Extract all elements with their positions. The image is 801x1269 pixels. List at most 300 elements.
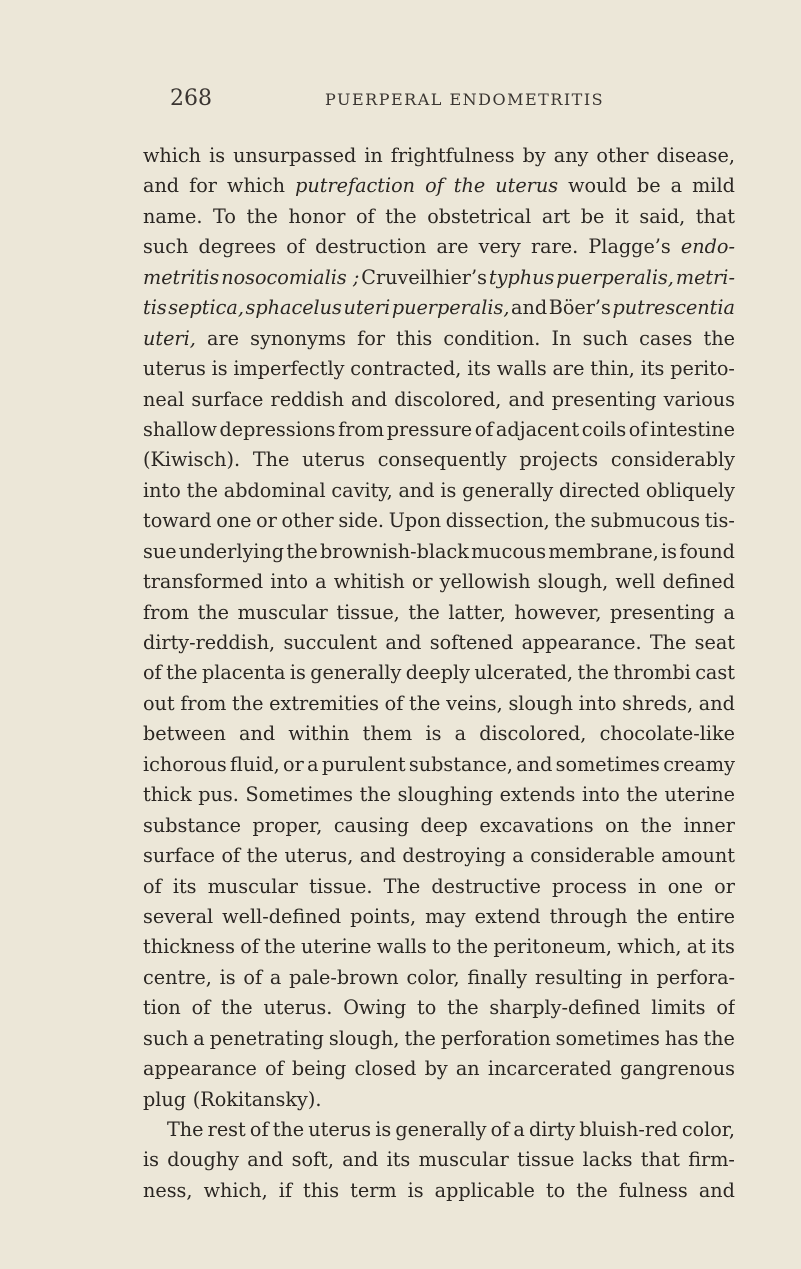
text-line — [143, 963, 735, 993]
word: into — [582, 783, 620, 807]
word: uterus, — [284, 844, 354, 868]
word: considerably — [610, 448, 735, 472]
word: tion — [143, 996, 181, 1020]
word: or — [256, 509, 277, 533]
word: a — [307, 752, 319, 776]
word: its — [172, 874, 197, 898]
word: deep — [420, 813, 468, 837]
word: of — [240, 935, 259, 959]
word: or — [411, 570, 433, 594]
word: muscular — [237, 600, 328, 624]
text-line — [143, 598, 735, 628]
word: fulness — [618, 1178, 688, 1202]
word: very — [478, 235, 521, 259]
word: The — [383, 874, 421, 898]
word: resulting — [534, 965, 623, 989]
word: finally — [467, 965, 528, 989]
word: is — [375, 1118, 392, 1141]
word: slough — [508, 691, 573, 715]
word: slough, — [328, 1026, 400, 1050]
word: and — [385, 631, 422, 654]
word: purulent — [321, 752, 406, 776]
italic-word: uteri — [343, 296, 391, 320]
italic-word: puerperalis, — [556, 265, 674, 289]
text-line — [143, 141, 735, 171]
word: dirty — [528, 1118, 576, 1141]
word: gangrenous — [619, 1057, 735, 1081]
word: and — [359, 844, 396, 868]
word: inner — [683, 813, 735, 837]
text-line — [143, 1176, 735, 1206]
word: into — [578, 691, 617, 715]
word: considerable — [530, 844, 655, 868]
word: ness, — [143, 1178, 193, 1202]
word: and — [511, 296, 548, 320]
word: honor — [288, 204, 346, 228]
word: Sometimes — [245, 783, 353, 807]
word: destructive — [431, 874, 541, 898]
word: or — [714, 874, 735, 898]
word: well — [615, 570, 656, 594]
word: found — [679, 539, 735, 563]
word: them — [362, 722, 413, 746]
word: other — [596, 144, 649, 167]
word: bluish-red — [579, 1118, 678, 1141]
word: of — [384, 691, 404, 715]
word: is — [219, 965, 236, 989]
word: frightfulness — [390, 144, 515, 167]
word: transformed — [143, 570, 264, 594]
word: of — [143, 661, 162, 685]
word: the — [408, 600, 440, 624]
word: presenting — [551, 387, 657, 411]
word: the — [554, 509, 586, 533]
word: cast — [695, 661, 735, 685]
word: discolored, — [394, 387, 502, 411]
word: being — [291, 1057, 347, 1081]
word: lacks — [582, 1148, 633, 1172]
word: surface — [143, 844, 216, 868]
word: In — [551, 326, 572, 350]
word: such — [143, 1026, 189, 1050]
word: imperfectly — [233, 357, 345, 381]
word: several — [143, 904, 214, 928]
word: the — [576, 1178, 608, 1202]
word: art — [541, 204, 571, 228]
word: membrane, — [548, 539, 659, 563]
word: and — [143, 174, 180, 198]
word: brownish-black — [319, 539, 469, 563]
word: To — [213, 204, 236, 228]
word: intestine — [650, 417, 735, 441]
word: mild — [692, 174, 735, 198]
text-line — [143, 263, 735, 293]
word: degrees — [198, 235, 277, 259]
text-line — [143, 445, 735, 475]
word: sometimes — [555, 752, 660, 776]
word: extremities — [269, 691, 379, 715]
text-line — [143, 1145, 735, 1175]
italic-word: putrefaction — [295, 174, 416, 198]
word: and — [342, 1148, 379, 1172]
text-line — [143, 841, 735, 871]
word: may — [425, 904, 466, 928]
word: excavations — [479, 813, 594, 837]
word: the — [640, 813, 673, 837]
word: destruction — [315, 235, 427, 259]
word: the — [447, 996, 479, 1020]
word: and — [247, 1148, 284, 1172]
word: perito- — [670, 357, 735, 381]
word: has — [664, 1026, 699, 1050]
word: if — [278, 1178, 292, 1202]
word: from — [338, 417, 385, 441]
word: well-defined — [222, 904, 342, 928]
page-number: 268 — [170, 86, 212, 111]
word: in — [630, 965, 649, 989]
text-line — [143, 232, 735, 262]
word: destroying — [402, 844, 506, 868]
word: substance, — [408, 752, 513, 776]
text-line — [143, 324, 735, 354]
word: appearance — [143, 1057, 257, 1081]
word: the — [577, 661, 609, 685]
text-line — [143, 567, 735, 597]
running-title: PUERPERAL ENDOMETRITIS — [325, 90, 605, 109]
word: by — [424, 1057, 448, 1081]
text-line — [143, 171, 735, 201]
word: the — [197, 600, 230, 624]
text-line — [143, 811, 735, 841]
word: amount — [661, 844, 735, 868]
word: is — [407, 1178, 424, 1202]
word: within — [288, 722, 350, 746]
word: neal — [143, 387, 185, 411]
word: cases — [639, 326, 693, 350]
word: such — [143, 235, 189, 259]
word: thick — [143, 783, 192, 807]
word: muscular — [207, 874, 298, 898]
word: is — [440, 478, 457, 502]
word: defined — [662, 570, 735, 594]
word: of — [474, 417, 494, 441]
italic-word: putrescentia — [612, 296, 735, 320]
word: the — [246, 844, 278, 868]
text-line — [143, 689, 735, 719]
text-line — [143, 202, 735, 232]
word: obstetrical — [427, 204, 532, 228]
word: to — [545, 1178, 566, 1202]
word: uterus — [143, 357, 206, 381]
word: Cruveilhier’s — [361, 265, 487, 289]
word: The — [252, 448, 290, 472]
word: the — [404, 1026, 436, 1050]
word: from — [180, 691, 227, 715]
word: consequently — [377, 448, 507, 472]
word: is — [211, 357, 228, 381]
text-line — [143, 719, 735, 749]
word: an — [455, 1057, 480, 1081]
word: plug — [143, 1087, 187, 1111]
word: it — [614, 204, 629, 228]
word: and — [398, 478, 435, 502]
text-line — [143, 1024, 735, 1054]
word: in — [638, 874, 657, 898]
word: applicable — [434, 1178, 535, 1202]
word: into — [270, 570, 309, 594]
italic-word: typhus — [488, 265, 555, 289]
word: reddish — [270, 387, 344, 411]
word: thin, — [590, 357, 635, 381]
word: chocolate-like — [599, 722, 735, 746]
italic-word: sphacelus — [245, 296, 342, 320]
word: (Kiwisch). — [143, 448, 241, 472]
word: to — [417, 996, 437, 1020]
text-line — [143, 872, 735, 902]
word: latter, — [448, 600, 506, 624]
word: this — [303, 1178, 340, 1202]
word: sometimes — [555, 1026, 660, 1050]
word: of — [356, 204, 375, 228]
text-line — [143, 1054, 735, 1084]
word: centre, — [143, 965, 212, 989]
word: creamy — [663, 752, 735, 776]
word: thrombi — [613, 661, 691, 685]
word: which — [143, 144, 202, 167]
word: walls — [376, 935, 427, 959]
word: peritoneum, — [493, 935, 612, 959]
italic-word: tis — [143, 296, 167, 320]
word: at — [686, 935, 706, 959]
word: directed — [559, 478, 641, 502]
word: of — [243, 965, 263, 989]
word: the — [456, 935, 489, 959]
word: rare. — [530, 235, 579, 259]
text-line — [143, 415, 735, 445]
word: its — [467, 357, 491, 381]
word: the — [264, 935, 296, 959]
word: side. — [338, 509, 385, 533]
word: cavity, — [331, 478, 393, 502]
text-line — [143, 1115, 735, 1145]
word: walls — [496, 357, 547, 381]
word: of — [716, 996, 735, 1020]
word: is — [143, 1148, 159, 1172]
word: generally — [462, 478, 554, 502]
italic-word: puerperalis, — [391, 296, 510, 320]
word: adjacent — [495, 417, 580, 441]
word: on — [605, 813, 630, 837]
word: Böer’s — [548, 296, 611, 320]
word: a — [193, 1026, 205, 1050]
word: soft, — [291, 1148, 334, 1172]
word: or — [283, 752, 304, 776]
word: for — [357, 326, 385, 350]
word: tis- — [704, 509, 735, 533]
word: out — [143, 691, 175, 715]
word: whitish — [333, 570, 405, 594]
word: by — [522, 144, 546, 167]
word: of — [221, 844, 241, 868]
word: Upon — [388, 509, 442, 533]
word: appearance. — [521, 631, 642, 654]
word: the — [408, 691, 441, 715]
text-line — [143, 628, 735, 658]
word: The — [167, 1118, 204, 1141]
word: projects — [519, 448, 599, 472]
word: however, — [514, 600, 602, 624]
word: depressions — [219, 417, 336, 441]
word: its — [386, 1148, 411, 1172]
word: is — [209, 144, 226, 167]
word: abdominal — [223, 478, 326, 502]
word: uterine — [301, 935, 372, 959]
word: The — [649, 631, 687, 654]
text-line — [143, 658, 735, 688]
word: unsurpassed — [233, 144, 357, 167]
word: the — [272, 1118, 305, 1141]
word: deeply — [405, 661, 470, 685]
word: the — [221, 996, 253, 1020]
italic-word: endo- — [680, 235, 735, 259]
italic-word: metritis — [143, 265, 220, 289]
text-line — [143, 932, 735, 962]
word: yellowish — [439, 570, 531, 594]
word: a — [512, 844, 524, 868]
word: slough, — [537, 570, 609, 594]
word: placenta — [201, 661, 286, 685]
word: generally — [310, 661, 402, 685]
word: the — [703, 1026, 735, 1050]
word: the — [703, 326, 735, 350]
word: obliquely — [645, 478, 735, 502]
word: uterus. — [263, 996, 333, 1020]
text-line — [143, 476, 735, 506]
word: softened — [429, 631, 514, 654]
word: limits — [651, 996, 706, 1020]
word: color, — [681, 1118, 735, 1141]
word: shallow — [143, 417, 217, 441]
word: rest — [207, 1118, 246, 1141]
word: is — [425, 722, 442, 746]
word: proper, — [252, 813, 323, 837]
text-line — [143, 780, 735, 810]
word: color, — [406, 965, 460, 989]
word: the — [246, 204, 278, 228]
word: through — [549, 904, 628, 928]
text-line — [143, 1085, 735, 1115]
text-line — [143, 902, 735, 932]
word: coils — [581, 417, 627, 441]
word: a — [723, 600, 735, 624]
word: and — [508, 387, 545, 411]
word: synonyms — [250, 326, 346, 350]
word: of — [490, 1118, 510, 1141]
word: sue — [143, 539, 177, 563]
word: dirty-reddish, — [143, 631, 276, 654]
word: (Rokitansky). — [192, 1087, 322, 1111]
word: process — [552, 874, 627, 898]
italic-word: the — [453, 174, 486, 198]
word: mucous — [471, 539, 547, 563]
text-line — [143, 506, 735, 536]
word: to — [432, 935, 452, 959]
word: are — [552, 357, 585, 381]
text-line — [143, 993, 735, 1023]
word: shreds, — [622, 691, 694, 715]
word: Plagge’s — [588, 235, 671, 259]
word: between — [143, 722, 226, 746]
word: which, — [203, 1178, 268, 1202]
word: a — [315, 570, 327, 594]
italic-word: of — [425, 174, 444, 198]
text-line — [143, 750, 735, 780]
word: entire — [676, 904, 735, 928]
word: of — [249, 1118, 269, 1141]
word: succulent — [283, 631, 378, 654]
word: into — [143, 478, 181, 502]
word: this — [396, 326, 433, 350]
word: tissue. — [309, 874, 373, 898]
word: seat — [694, 631, 735, 654]
word: are — [207, 326, 239, 350]
word: is — [661, 539, 678, 563]
word: sharply-defined — [489, 996, 641, 1020]
text-line — [143, 537, 735, 567]
word: ichorous — [143, 752, 227, 776]
word: of — [265, 1057, 284, 1081]
word: its — [711, 935, 735, 959]
word: uterus — [302, 448, 365, 472]
page-header — [170, 86, 730, 114]
word: a — [670, 174, 683, 198]
word: toward — [143, 509, 212, 533]
word: term — [350, 1178, 397, 1202]
word: are — [436, 235, 469, 259]
word: of — [143, 874, 162, 898]
word: and — [698, 1178, 735, 1202]
word: fluid, — [230, 752, 280, 776]
word: and — [351, 387, 388, 411]
word: extends — [499, 783, 576, 807]
word: pus. — [198, 783, 239, 807]
word: ulcerated, — [474, 661, 574, 685]
word: veins, — [446, 691, 503, 715]
word: contracted, — [350, 357, 462, 381]
word: perfora- — [656, 965, 735, 989]
word: be — [580, 204, 605, 228]
word: one — [216, 509, 252, 533]
word: and — [239, 722, 276, 746]
word: points, — [350, 904, 417, 928]
word: sloughing — [397, 783, 493, 807]
word: various — [663, 387, 735, 411]
word: closed — [354, 1057, 417, 1081]
word: presenting — [610, 600, 715, 624]
word: tissue — [517, 1148, 575, 1172]
word: of — [286, 235, 305, 259]
word: in — [364, 144, 383, 167]
text-line — [143, 385, 735, 415]
word: a — [513, 1118, 525, 1141]
word: the — [186, 478, 218, 502]
word: for — [189, 174, 217, 198]
word: dissection, — [445, 509, 550, 533]
word: one — [667, 874, 703, 898]
italic-word: nosocomialis ; — [221, 265, 360, 289]
word: doughy — [167, 1148, 239, 1172]
word: uterine — [664, 783, 735, 807]
